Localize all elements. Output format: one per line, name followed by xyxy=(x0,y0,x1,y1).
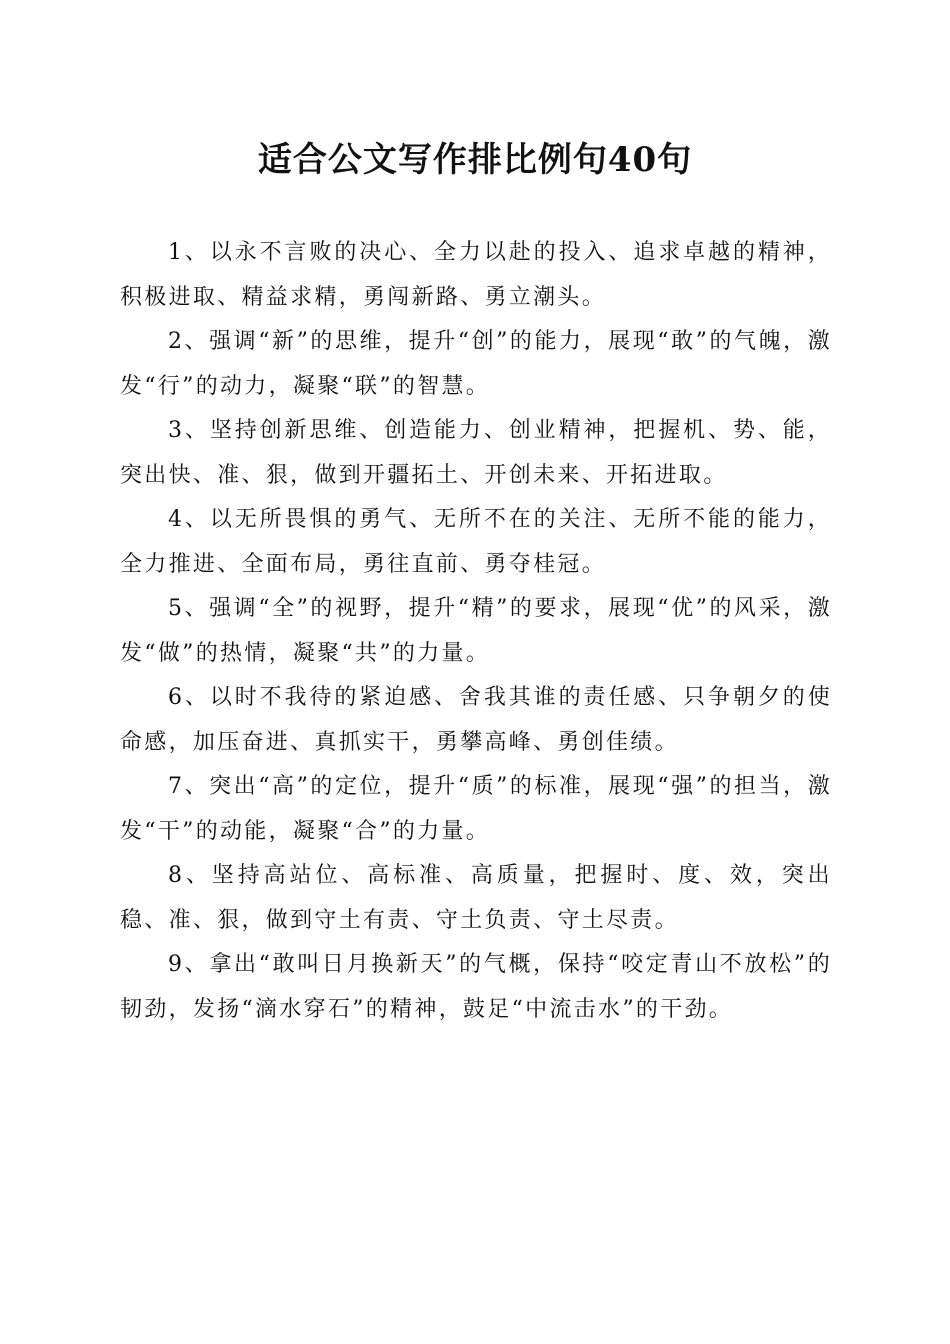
paragraph-9: 9、拿出“敢叫日月换新天”的气概，保持“咬定青山不放松”的韧劲，发扬“滴水穿石”的精神，鼓足“中流击水”的干劲。 xyxy=(120,952,832,1022)
paragraph-1: 1、以永不言败的决心、全力以赴的投入、追求卓越的精神，积极进取、精益求精，勇闯新路、勇立潮头。 xyxy=(120,240,832,310)
paragraph-8: 8、坚持高站位、高标准、高质量，把握时、度、效，突出稳、准、狠，做到守土有责、守土负责、守土尽责。 xyxy=(120,863,832,933)
document-title: 适合公文写作排比例句40句 xyxy=(257,140,693,180)
paragraph-4: 4、以无所畏惧的勇气、无所不在的关注、无所不能的能力，全力推进、全面布局，勇往直前、勇夺桂冠。 xyxy=(120,507,832,577)
paragraph-2: 2、强调“新”的思维，提升“创”的能力，展现“敢”的气魄，激发“行”的动力，凝聚“联”的智慧。 xyxy=(120,329,832,399)
paragraph-7: 7、突出“高”的定位，提升“质”的标准，展现“强”的担当，激发“干”的动能，凝聚“合”的力量。 xyxy=(120,774,832,844)
paragraph-5: 5、强调“全”的视野，提升“精”的要求，展现“优”的风采，激发“做”的热情，凝聚“共”的力量。 xyxy=(120,596,832,666)
document-body xyxy=(120,231,832,1032)
paragraph-3: 3、坚持创新思维、创造能力、创业精神，把握机、势、能，突出快、准、狠，做到开疆拓土、开创未来、开拓进取。 xyxy=(120,418,832,488)
paragraph-6: 6、以时不我待的紧迫感、舍我其谁的责任感、只争朝夕的使命感，加压奋进、真抓实干，勇攀高峰、勇创佳绩。 xyxy=(120,685,832,755)
